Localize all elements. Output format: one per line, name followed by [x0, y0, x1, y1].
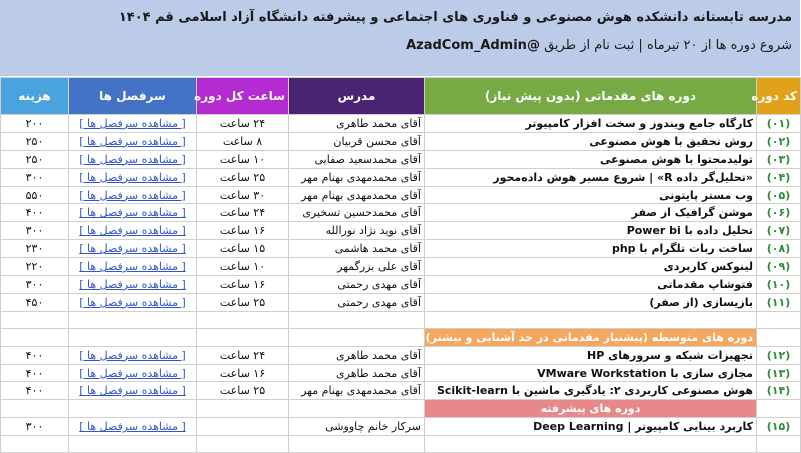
course-teacher: آقای علی بزرگمهر [289, 258, 425, 276]
col-header-title: دوره های مقدماتی (بدون پیش نیاز) [425, 78, 757, 115]
syllabus-link[interactable]: [ مشاهده سرفصل ها ] [79, 188, 186, 202]
course-code: (۱۰) [757, 276, 801, 294]
course-table [0, 77, 801, 453]
header-admin-handle[interactable]: @AzadCom_Admin [406, 38, 540, 53]
course-code: (۰۳) [757, 150, 801, 168]
header-title: مدرسه تابستانه دانشکده هوش مصنوعی و فناوری های اجتماعی و پیشرفته دانشگاه آزاد اسلامی قم ۱۴۰۴ [118, 10, 792, 25]
course-hours: ۳۰ ساعت [197, 186, 289, 204]
course-syllabus-cell [69, 276, 197, 294]
course-syllabus-cell [69, 418, 197, 436]
course-title: کارگاه جامع ویندوز و سخت افزار کامپیوتر [425, 115, 757, 133]
course-row [1, 186, 801, 204]
course-code: (۱۳) [757, 364, 801, 382]
course-teacher: آقای محمدسعید صفایی [289, 150, 425, 168]
syllabus-link[interactable]: [ مشاهده سرفصل ها ] [79, 384, 186, 398]
course-code: (۰۹) [757, 258, 801, 276]
course-hours: ۱۵ ساعت [197, 240, 289, 258]
course-syllabus-cell [69, 382, 197, 400]
blank-row [1, 311, 801, 328]
intro-courses [1, 115, 801, 312]
course-hours: ۸ ساعت [197, 132, 289, 150]
course-syllabus-cell [69, 258, 197, 276]
course-hours: ۱۰ ساعت [197, 150, 289, 168]
course-title: وب مستر پایتونی [425, 186, 757, 204]
course-hours: ۲۵ ساعت [197, 293, 289, 311]
course-title: تولیدمحتوا با هوش مصنوعی [425, 150, 757, 168]
course-teacher: آقای محمد طاهری [289, 115, 425, 133]
course-code: (۰۱) [757, 115, 801, 133]
course-title: فتوشاپ مقدماتی [425, 276, 757, 294]
course-teacher: آقای محمدمهدی بهنام مهر [289, 168, 425, 186]
course-row [1, 382, 801, 400]
course-teacher: آقای محمد طاهری [289, 346, 425, 364]
course-title: «تحلیل‌گر داده R» | شروع مسیر هوش داده‌محور [425, 168, 757, 186]
table-header-row [1, 78, 801, 115]
mid-section [1, 311, 801, 346]
course-cost: ۲۵۰ [1, 132, 69, 150]
syllabus-link[interactable]: [ مشاهده سرفصل ها ] [79, 277, 186, 291]
course-hours: ۲۵ ساعت [197, 168, 289, 186]
course-row [1, 204, 801, 222]
course-row [1, 168, 801, 186]
course-hours: ۲۵ ساعت [197, 382, 289, 400]
syllabus-link[interactable]: [ مشاهده سرفصل ها ] [79, 170, 186, 184]
course-syllabus-cell [69, 168, 197, 186]
course-title: بازیسازی (از صفر) [425, 293, 757, 311]
course-cost: ۲۲۰ [1, 258, 69, 276]
col-header-syllabus: سرفصل ها [69, 78, 197, 115]
syllabus-link[interactable]: [ مشاهده سرفصل ها ] [79, 366, 186, 380]
col-header-code: کد دوره [757, 78, 801, 115]
course-syllabus-cell [69, 240, 197, 258]
course-row [1, 222, 801, 240]
course-title: لینوکس کاربردی [425, 258, 757, 276]
course-syllabus-cell [69, 293, 197, 311]
course-title: موشن گرافیک از صفر [425, 204, 757, 222]
course-teacher: آقای محمدمهدی بهنام مهر [289, 382, 425, 400]
header-subtitle [406, 38, 792, 53]
adv-section [1, 400, 801, 418]
section-row-advanced [1, 400, 801, 418]
course-title: کاربرد بینایی کامپیوتر | Deep Learning [425, 418, 757, 436]
course-syllabus-cell [69, 115, 197, 133]
course-cost: ۲۳۰ [1, 240, 69, 258]
course-cost: ۵۵۰ [1, 186, 69, 204]
syllabus-link[interactable]: [ مشاهده سرفصل ها ] [79, 152, 186, 166]
course-hours: ۲۴ ساعت [197, 204, 289, 222]
trailing-blank [1, 436, 801, 453]
course-row [1, 132, 801, 150]
course-cost: ۳۰۰ [1, 222, 69, 240]
header-banner [0, 0, 800, 76]
course-cost: ۴۰۰ [1, 204, 69, 222]
course-title: روش تحقیق با هوش مصنوعی [425, 132, 757, 150]
course-cost: ۳۰۰ [1, 276, 69, 294]
course-row [1, 150, 801, 168]
course-syllabus-cell [69, 132, 197, 150]
adv-courses [1, 418, 801, 436]
course-syllabus-cell [69, 186, 197, 204]
course-cost: ۴۰۰ [1, 346, 69, 364]
course-syllabus-cell [69, 222, 197, 240]
course-row [1, 346, 801, 364]
course-hours: ۱۶ ساعت [197, 276, 289, 294]
course-hours: ۱۶ ساعت [197, 222, 289, 240]
course-hours [197, 418, 289, 436]
syllabus-link[interactable]: [ مشاهده سرفصل ها ] [79, 420, 186, 434]
course-teacher: آقای محمدمهدی بهنام مهر [289, 186, 425, 204]
course-teacher: آقای مهدی رحمتی [289, 293, 425, 311]
course-hours: ۱۶ ساعت [197, 364, 289, 382]
course-teacher: آقای نوید نژاد نورالله [289, 222, 425, 240]
col-header-hours: ساعت کل دوره [197, 78, 289, 115]
section-label-intermediate: دوره های متوسطه (پیشنیاز مقدماتی در حد آشنایی و بیشتر) [425, 328, 757, 346]
syllabus-link[interactable]: [ مشاهده سرفصل ها ] [79, 348, 186, 362]
syllabus-link[interactable]: [ مشاهده سرفصل ها ] [79, 224, 186, 238]
course-row [1, 258, 801, 276]
syllabus-link[interactable]: [ مشاهده سرفصل ها ] [79, 295, 186, 309]
section-label-advanced: دوره های پیشرفته [425, 400, 757, 418]
course-code: (۱۱) [757, 293, 801, 311]
syllabus-link[interactable]: [ مشاهده سرفصل ها ] [79, 134, 186, 148]
course-row [1, 293, 801, 311]
course-syllabus-cell [69, 204, 197, 222]
syllabus-link[interactable]: [ مشاهده سرفصل ها ] [79, 116, 186, 130]
course-teacher: آقای محمدحسین تسخیری [289, 204, 425, 222]
course-title: هوش مصنوعی کاربردی ۲: یادگیری ماشین با Scikit-learn [425, 382, 757, 400]
course-syllabus-cell [69, 364, 197, 382]
course-syllabus-cell [69, 346, 197, 364]
course-row [1, 364, 801, 382]
course-code: (۱۲) [757, 346, 801, 364]
course-row [1, 418, 801, 436]
course-title: ساخت ربات تلگرام با php [425, 240, 757, 258]
mid-courses [1, 346, 801, 400]
course-row [1, 276, 801, 294]
course-code: (۰۵) [757, 186, 801, 204]
course-hours: ۲۴ ساعت [197, 115, 289, 133]
course-cost: ۴۰۰ [1, 364, 69, 382]
course-cost: ۴۰۰ [1, 382, 69, 400]
course-code: (۰۸) [757, 240, 801, 258]
course-title: تحلیل داده با Power bi [425, 222, 757, 240]
course-cost: ۳۰۰ [1, 418, 69, 436]
col-header-teacher: مدرس [289, 78, 425, 115]
section-row-intermediate [1, 328, 801, 346]
course-teacher: سرکار خانم چاووشی [289, 418, 425, 436]
col-header-cost: هزینه [1, 78, 69, 115]
course-title: تجهیزات شبکه و سرورهای HP [425, 346, 757, 364]
syllabus-link[interactable]: [ مشاهده سرفصل ها ] [79, 260, 186, 274]
course-row [1, 240, 801, 258]
course-teacher: آقای محمد هاشمی [289, 240, 425, 258]
course-cost: ۲۰۰ [1, 115, 69, 133]
syllabus-link[interactable]: [ مشاهده سرفصل ها ] [79, 206, 186, 220]
course-cost: ۴۵۰ [1, 293, 69, 311]
blank-row [1, 436, 801, 453]
header-start-text: شروع دوره ها از ۲۰ تیرماه | ثبت نام از طریق [544, 38, 792, 53]
course-code: (۰۶) [757, 204, 801, 222]
course-teacher: آقای محسن قربیان [289, 132, 425, 150]
course-code: (۰۴) [757, 168, 801, 186]
course-teacher: آقای مهدی رحمتی [289, 276, 425, 294]
course-cost: ۲۵۰ [1, 150, 69, 168]
course-title: مجازی سازی با VMware Workstation [425, 364, 757, 382]
course-code: (۰۷) [757, 222, 801, 240]
course-row [1, 115, 801, 133]
course-code: (۱۵) [757, 418, 801, 436]
course-code: (۰۲) [757, 132, 801, 150]
syllabus-link[interactable]: [ مشاهده سرفصل ها ] [79, 242, 186, 256]
course-hours: ۱۰ ساعت [197, 258, 289, 276]
course-hours: ۲۴ ساعت [197, 346, 289, 364]
course-code: (۱۴) [757, 382, 801, 400]
course-syllabus-cell [69, 150, 197, 168]
course-cost: ۳۰۰ [1, 168, 69, 186]
course-teacher: آقای محمد طاهری [289, 364, 425, 382]
